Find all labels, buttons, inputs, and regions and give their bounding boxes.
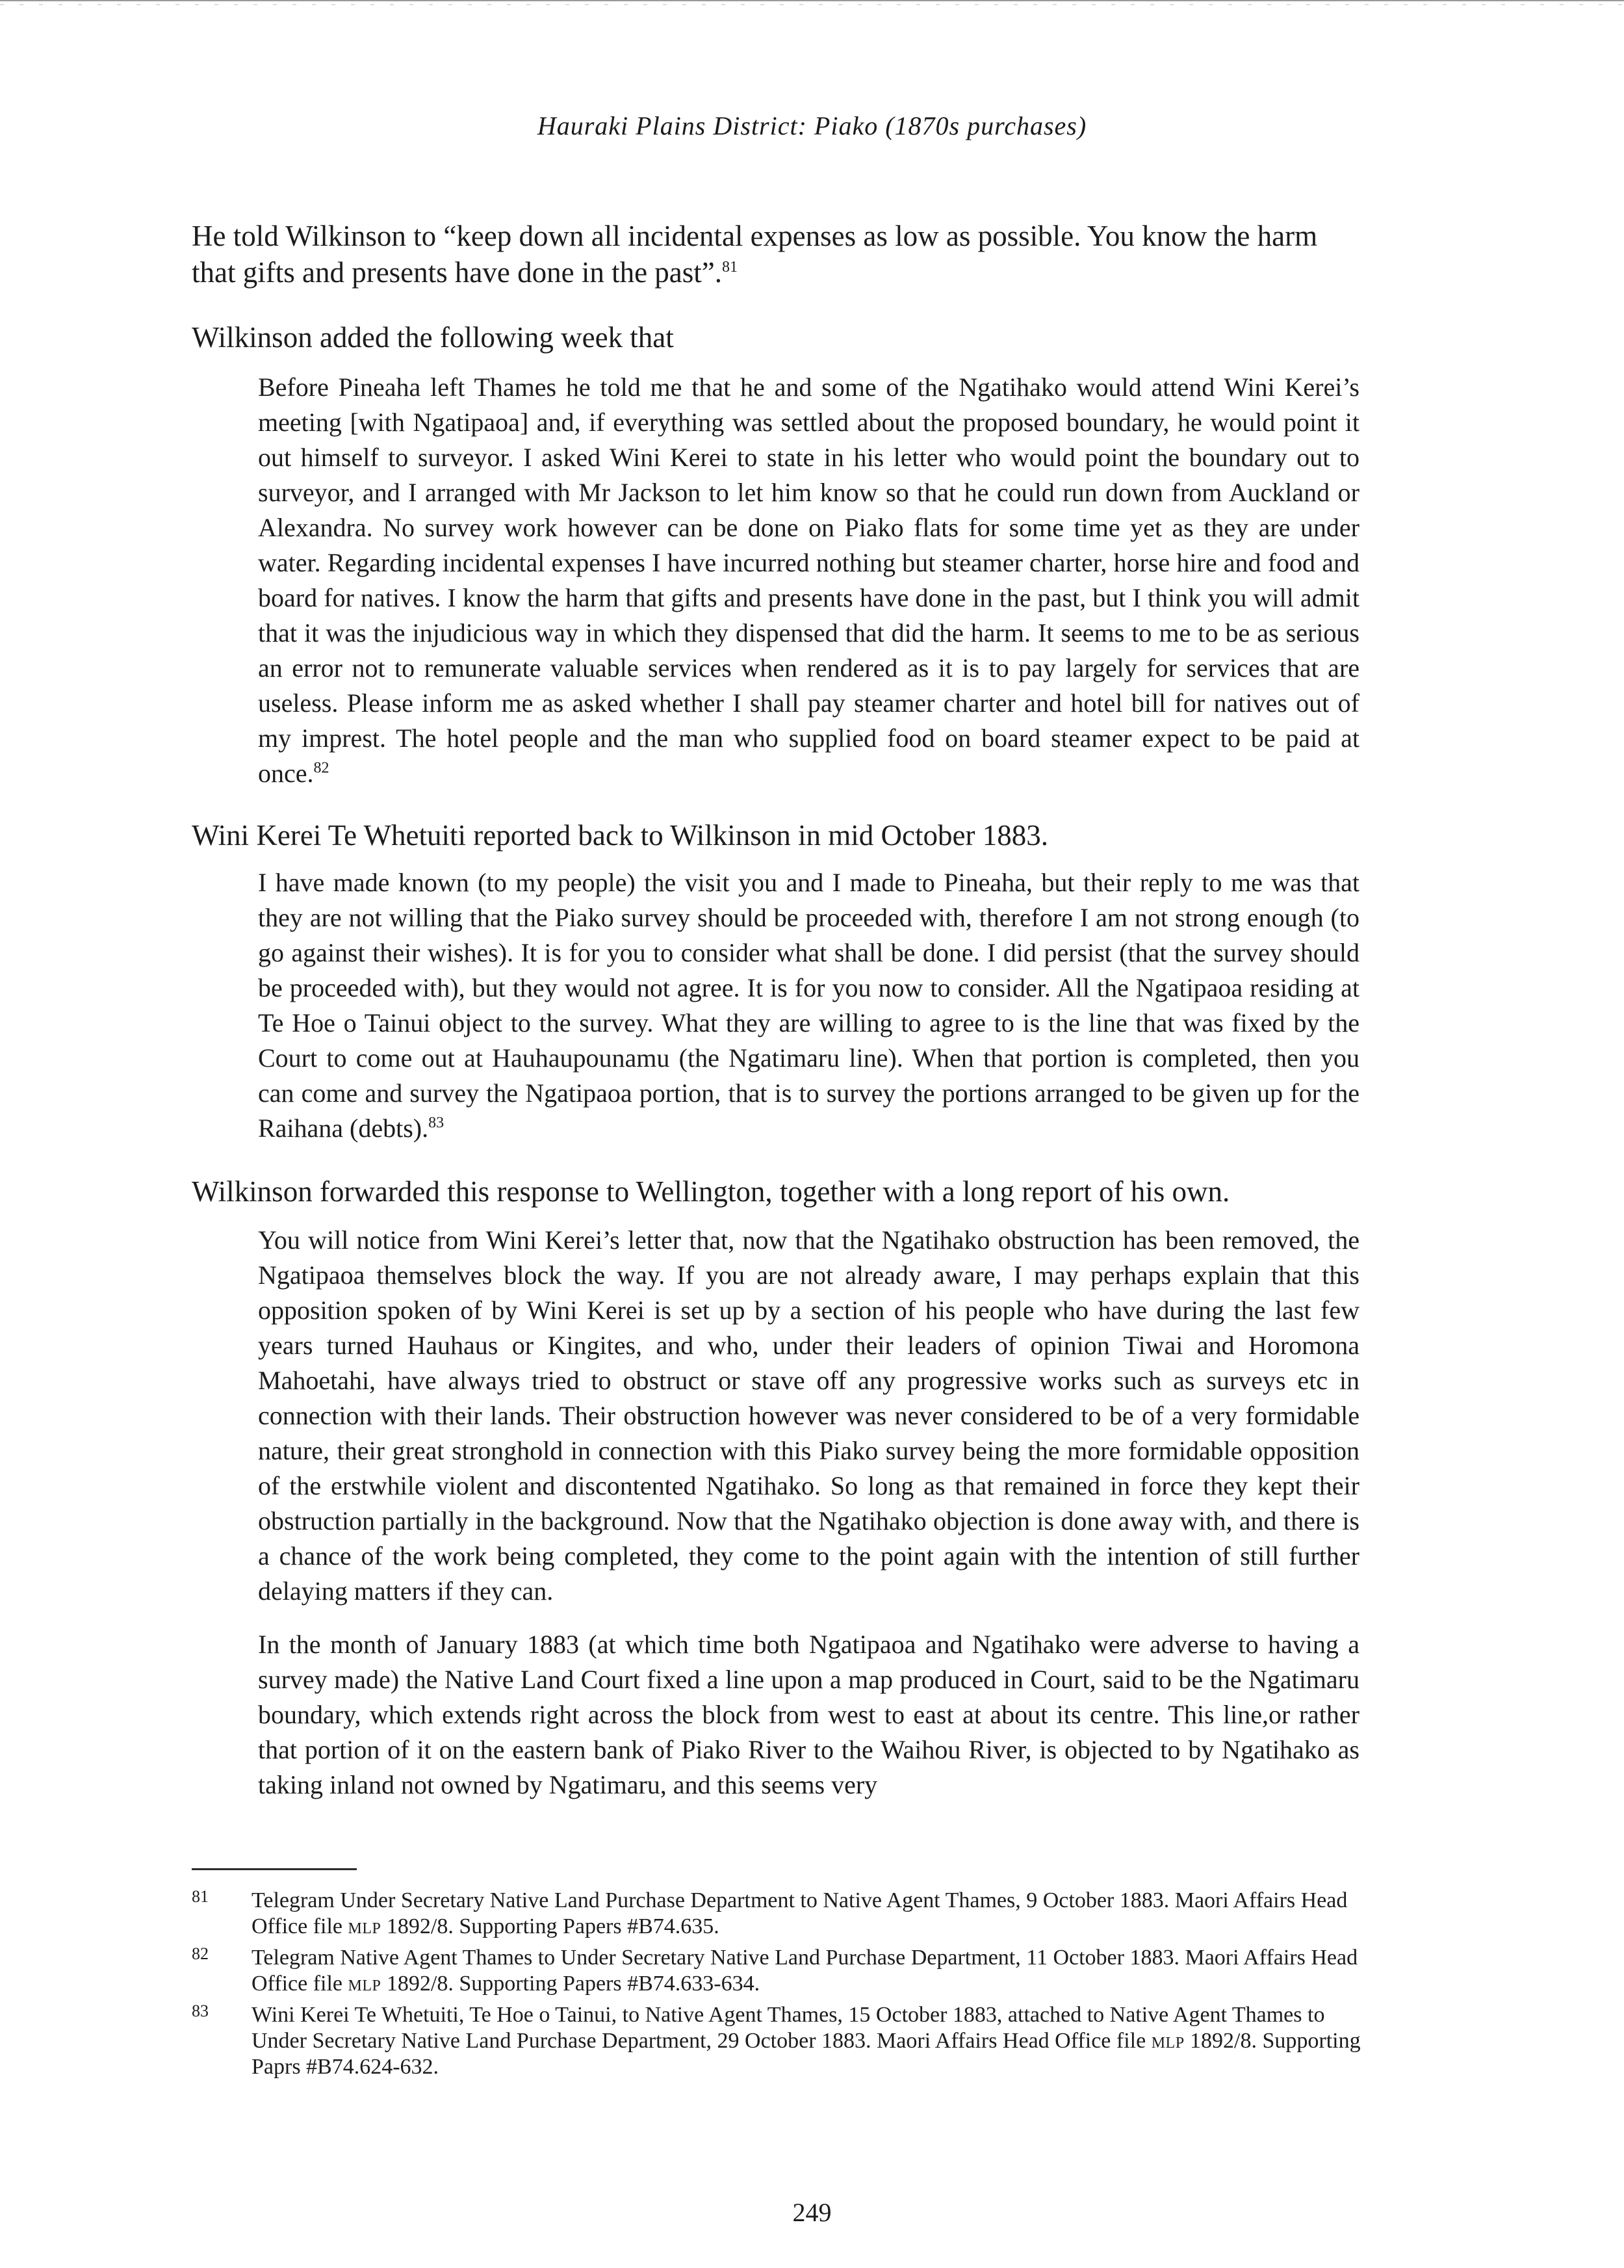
footnote-81 bbox=[192, 1888, 1361, 1940]
footnote-82 bbox=[192, 1945, 1361, 1997]
footnote-ref-83: 83 bbox=[428, 1114, 445, 1132]
running-head: Hauraki Plains District: Piako (1870s purchases) bbox=[537, 111, 1087, 140]
footnote-file-code: mlp bbox=[348, 1914, 381, 1938]
footnote-text: Telegram Under Secretary Native Land Purchase Department to Native Agent Thames, 9 October 1883. Maori Affairs Head Office file bbox=[251, 1888, 1348, 1938]
footnote-rule bbox=[192, 1868, 357, 1870]
footnote-text-end: 1892/8. Supporting Paprs #B74.624-632. bbox=[251, 2029, 1361, 2079]
block-quote-3-paragraph-2: In the month of January 1883 (at which time both Ngatipaoa and Ngatihako were adverse to having a survey made) the Native Land Court fixed a line upon a map produced in Court, said to be the Ngatimaru boundary, which extends right across the block from west to east at about its centre. This line,or rather that portion of it on the eastern bank of Piako River to the Waihou River, is objected to by Ngatihako as taking inland not owned by Ngatimaru, and this seems very bbox=[258, 1630, 1360, 1799]
footnote-ref-81: 81 bbox=[722, 259, 738, 276]
footnote-number: 82 bbox=[192, 1944, 209, 1963]
block-quote-3-paragraph-1: You will notice from Wini Kerei’s letter that, now that the Ngatihako obstruction has been removed, the Ngatipaoa themselves block the way. If you are not already aware, I may perhaps explain that this opposition spoken of by Wini Kerei is set up by a section of his people who have during the last few years turned Hauhaus or Kingites, and who, under their leaders of opinion Tiwai and Horomona Mahoetahi, have always tried to obstruct or stave off any progressive works such as surveys etc in connection with their lands. Their obstruction however was never considered to be of a very formidable nature, their great stronghold in connection with this Piako survey being the more formidable opposition of the erstwhile violent and discontented Ngatihako. So long as that remained in force they kept their obstruction partially in the background. Now that the Ngatihako objection is done away with, and there is a chance of the work being completed, they come to the point again with the intention of still further delaying matters if they can. bbox=[258, 1225, 1360, 1606]
top-rule bbox=[0, 0, 1624, 1]
paragraph-3: Wini Kerei Te Whetuiti reported back to Wilkinson in mid October 1883. bbox=[192, 819, 1048, 852]
footnote-text: Wini Kerei Te Whetuiti, Te Hoe o Tainui, to Native Agent Thames, 15 October 1883, attached to Native Agent Thames to Under Secretary Native Land Purchase Department, 29 October 1883. Maori Affairs Head Office file bbox=[251, 2003, 1325, 2053]
footnote-83 bbox=[192, 2002, 1361, 2080]
paragraph-1-text: He told Wilkinson to “keep down all incidental expenses as low as possible. You know the harm that gifts and presents have done in the past”. bbox=[192, 220, 1318, 289]
footnote-ref-82: 82 bbox=[313, 759, 329, 777]
footnote-file-code: mlp bbox=[1151, 2029, 1185, 2053]
block-quote-2-paragraph bbox=[258, 865, 1360, 1146]
block-quote-1-text: Before Pineaha left Thames he told me that he and some of the Ngatihako would attend Wini Kerei’s meeting [with Ngatipaoa] and, if everything was settled about the proposed boundary, he would point it out himself to surveyor. I asked Wini Kerei to state in his letter who would point the boundary out to surveyor, and I arranged with Mr Jackson to let him know so that he could run down from Auckland or Alexandra. No survey work however can be done on Piako flats for some time yet as they are under water. Regarding incidental expenses I have incurred nothing but steamer charter, horse hire and food and board for natives. I know the harm that gifts and presents have done in the past, but I think you will admit that it was the injudicious way in which they dispensed that did the harm. It seems to me to be as serious an error not to remunerate valuable services when rendered as it is to pay largely for services that are useless. Please inform me as asked whether I shall pay steamer charter and hotel bill for natives out of my imprest. The hotel people and the man who supplied food on board steamer expect to be paid at once. bbox=[258, 372, 1360, 788]
block-quote-1 bbox=[258, 370, 1360, 791]
footnote-text: Telegram Native Agent Thames to Under Secretary Native Land Purchase Department, 11 October 1883. Maori Affairs Head Office file bbox=[251, 1946, 1358, 1996]
page-number: 249 bbox=[792, 2198, 832, 2227]
block-quote-2-text: I have made known (to my people) the visit you and I made to Pineaha, but their reply to me was that they are not willing that the Piako survey should be proceeded with, therefore I am not strong enough (to go against their wishes). It is for you to consider what shall be done. I did persist (that the survey should be proceeded with), but they would not agree. It is for you now to consider. All the Ngatipaoa residing at Te Hoe o Tainui object to the survey. What they are willing to agree to is the line that was fixed by the Court to come out at Hauhaupounamu (the Ngatimaru line). When that portion is completed, then you can come and survey the Ngatipaoa portion, that is to survey the portions arranged to be given up for the Raihana (debts). bbox=[258, 868, 1360, 1143]
block-quote-3 bbox=[258, 1223, 1360, 1803]
block-quote-1-paragraph bbox=[258, 370, 1360, 791]
footnote-text-end: 1892/8. Supporting Papers #B74.633-634. bbox=[381, 1972, 760, 1996]
top-rule-dots bbox=[0, 4, 1624, 5]
footnote-number: 81 bbox=[192, 1887, 209, 1906]
footnote-text-end: 1892/8. Supporting Papers #B74.635. bbox=[381, 1914, 719, 1938]
footnote-file-code: mlp bbox=[348, 1972, 381, 1996]
paragraph-1 bbox=[192, 218, 1361, 291]
footnote-number: 83 bbox=[192, 2001, 209, 2020]
block-quote-2 bbox=[258, 865, 1360, 1146]
paragraph-2: Wilkinson added the following week that bbox=[192, 321, 674, 354]
main-content bbox=[192, 218, 1361, 1803]
footnotes bbox=[192, 1888, 1361, 2085]
paragraph-4: Wilkinson forwarded this response to Wellington, together with a long report of his own. bbox=[192, 1175, 1230, 1208]
